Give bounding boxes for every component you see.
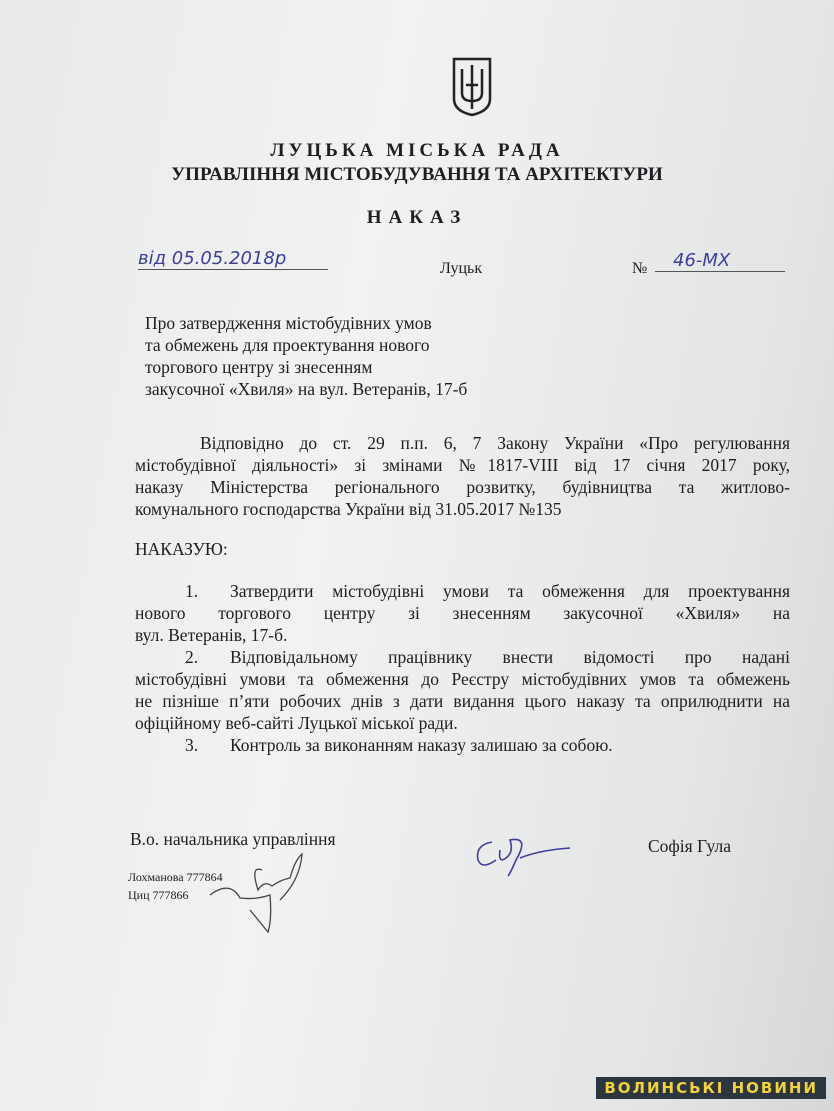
signature-image — [470, 830, 580, 880]
subject-line: та обмежень для проектування нового — [145, 335, 430, 355]
signatory-position: В.о. начальника управління — [130, 829, 336, 849]
item-number: 1. — [185, 581, 199, 601]
document-type: НАКАЗ — [366, 207, 468, 228]
subject-line: торгового центру зі знесенням — [145, 357, 373, 377]
approval-signature-image — [200, 850, 310, 940]
item-line: містобудівні умови та обмеження до Реєстру містобудівних умов та обмежень — [135, 669, 790, 689]
subject-line: Про затвердження містобудівних умов — [145, 313, 432, 333]
item-line: Відповідальному працівнику внести відомості про надані — [230, 647, 790, 667]
order-item — [135, 580, 790, 646]
item-number: 2. — [185, 647, 199, 667]
order-item — [135, 734, 790, 756]
order-number: 46-МХ — [655, 250, 785, 272]
council-name: ЛУЦЬКА МІСЬКА РАДА — [270, 140, 564, 161]
item-line: Контроль за виконанням наказу залишаю за собою. — [230, 735, 613, 755]
item-line: не пізніше п’яти робочих днів з дати видання цього наказу та оприлюднити на — [135, 691, 790, 711]
city: Луцьк — [440, 260, 483, 277]
item-line: нового торгового центру зі знесенням закусочної «Хвиля» на — [135, 603, 790, 623]
coat-of-arms-trident-icon — [450, 55, 494, 117]
department-name: УПРАВЛІННЯ МІСТОБУДУВАННЯ ТА АРХІТЕКТУРИ — [171, 164, 663, 185]
preamble — [135, 432, 790, 520]
subject-line: закусочної «Хвиля» на вул. Ветеранів, 17-б — [145, 379, 468, 399]
order-word: НАКАЗУЮ: — [135, 539, 228, 559]
signatory-name: Софія Гула — [648, 836, 731, 856]
preamble-line: Відповідно до ст. 29 п.п. 6, 7 Закону України «Про регулювання — [200, 433, 790, 453]
item-line: офіційному веб-сайті Луцької міської ради. — [135, 713, 458, 733]
item-line: Затвердити містобудівні умови та обмеження для проектування — [230, 581, 790, 601]
subject — [145, 312, 467, 400]
executor-line: Циц 777866 — [128, 888, 189, 902]
number-label: № — [632, 260, 648, 277]
watermark-logo: ВОЛИНСЬКІ НОВИНИ — [596, 1077, 826, 1099]
order-item — [135, 646, 790, 734]
preamble-line: містобудівної діяльності» зі змінами №1817-VIII від 17 січня 2017 року, — [135, 455, 790, 475]
preamble-line: наказу Міністерства регіонального розвитку, будівництва та житлово- — [135, 477, 790, 497]
executor-line: Лохманова 777864 — [128, 870, 223, 884]
order-items — [135, 580, 790, 756]
order-date: від 05.05.2018р — [138, 248, 328, 270]
item-number: 3. — [185, 735, 199, 755]
item-line: вул. Ветеранів, 17-б. — [135, 625, 288, 645]
preamble-line: комунального господарства України від 31.05.2017 №135 — [135, 499, 562, 519]
